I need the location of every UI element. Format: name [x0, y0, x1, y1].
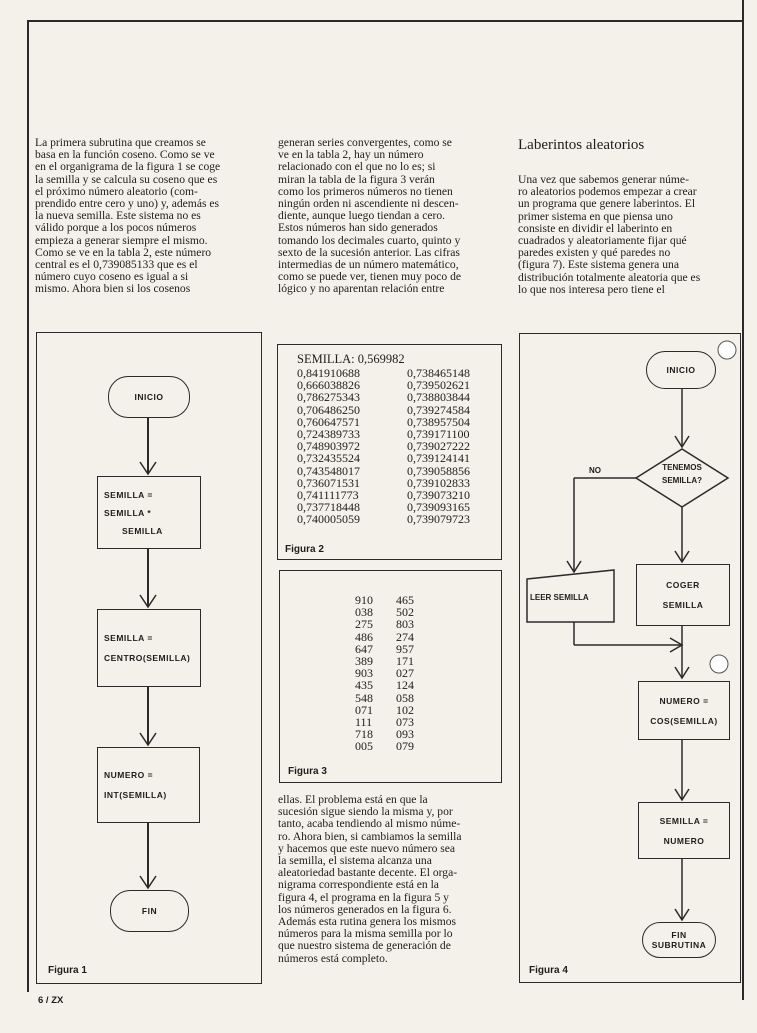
text-line: paredes existen y qué paredes no	[518, 246, 671, 260]
figure4-process-box	[638, 681, 730, 740]
table-cell: 093	[396, 727, 414, 742]
figure1-caption: Figura 1	[48, 965, 87, 976]
text-line: empieza a generar siempre el mismo.	[35, 233, 208, 247]
text-line: número cuyo coseno es igual a si	[35, 270, 189, 284]
process-line: SEMILLA =	[104, 633, 153, 643]
table-cell: 102	[396, 702, 414, 717]
table-cell: 0,841910688	[297, 366, 360, 380]
text-line: Una vez que sabemos generar núme-	[518, 173, 689, 186]
table-cell: 389	[355, 654, 373, 669]
table-cell: 548	[355, 690, 373, 705]
text-line: sexto de la sucesión anterior. Las cifras	[278, 245, 460, 259]
table-cell: 111	[355, 715, 373, 730]
process-line: NUMERO	[663, 835, 705, 846]
process-line: COS(SEMILLA)	[650, 715, 718, 726]
text-line: ve en la tabla 2, hay un número	[278, 148, 424, 162]
text-line: lo que nos interesa pero tiene el	[518, 282, 665, 296]
table-cell: 465	[396, 593, 414, 607]
terminal-label: FIN	[141, 906, 158, 916]
text-line: Además esta rutina genera los mismos	[278, 915, 457, 929]
process-line: NUMERO =	[659, 695, 709, 706]
table-cell: 0,748903972	[297, 439, 360, 454]
text-line: válido porque a los pocos números	[35, 221, 197, 235]
table-cell: 071	[355, 702, 373, 717]
decision-line: TENEMOS	[662, 463, 702, 472]
terminal-label: INICIO	[666, 365, 696, 375]
table-cell: 0,706486250	[297, 402, 360, 417]
process-line: COGER	[666, 580, 700, 590]
table-cell: 486	[355, 629, 373, 644]
page-number: 6 / ZX	[38, 995, 64, 1006]
text-line: el próximo número aleatorio (com-	[35, 184, 198, 198]
text-line: en el organigrama de la figura 1 se coge	[35, 160, 221, 174]
table-cell: 275	[355, 617, 373, 632]
figure4-process-box	[638, 802, 730, 859]
table-cell: 005	[355, 739, 373, 754]
table-cell: 0,738465148	[407, 366, 470, 380]
figure4-no-label: NO	[589, 466, 601, 475]
table-cell: 0,739058856	[407, 463, 470, 478]
table-cell: 0,739027222	[407, 439, 470, 454]
decision-line: SEMILLA?	[662, 476, 702, 485]
text-line: intermedias de un número matemático,	[278, 258, 459, 272]
process-line: SEMILLA =	[104, 489, 153, 500]
figure4-caption: Figura 4	[529, 965, 568, 976]
table-cell: 803	[396, 617, 414, 632]
table-cell: 957	[396, 641, 414, 656]
figure4-end-terminal	[642, 922, 716, 958]
text-line: como se puede ver, tienen muy poco de	[278, 270, 462, 284]
process-line: SEMILLA	[662, 600, 704, 610]
text-line: un programa que genere laberintos. El	[518, 197, 696, 211]
process-line: SEMILLA =	[659, 815, 709, 826]
table-cell: 0,741111773	[297, 488, 359, 503]
text-line: ro aleatorios podemos empezar a crear	[518, 185, 697, 199]
table-cell: 0,737718448	[297, 500, 360, 515]
text-line: diente, aunque luego tiendan a cero.	[278, 209, 446, 223]
text-line: números está completo.	[278, 951, 388, 965]
table-cell: 0,666038826	[297, 378, 360, 393]
text-line: central es el 0,739085133 que es el	[35, 258, 198, 272]
text-line: ningún orden ni ascendiente ni descen-	[278, 197, 459, 211]
table-cell: 0,739073210	[407, 488, 470, 503]
table-cell: 0,740005059	[297, 512, 360, 527]
table-cell: 058	[396, 690, 414, 705]
terminal-label: INICIO	[134, 392, 164, 402]
text-line: (figura 7). Este sistema genera una	[518, 258, 679, 272]
table-cell: 0,739274584	[407, 402, 470, 417]
table-cell: 0,738803844	[407, 390, 470, 405]
figure2-header: SEMILLA: 0,569982	[297, 352, 405, 366]
table-cell: 647	[355, 641, 373, 656]
text-line: consiste en dividir el laberinto en	[518, 221, 673, 235]
table-cell: 0,724389733	[297, 427, 360, 442]
text-line: mismo. Ahora bien si los cosenos	[35, 282, 191, 296]
process-line: INT(SEMILLA)	[104, 790, 167, 800]
text-line: que nuestro sistema de generación de	[278, 939, 451, 953]
table-cell: 274	[396, 629, 414, 644]
table-cell: 0,736071531	[297, 475, 360, 490]
process-line: SEMILLA	[122, 525, 163, 536]
table-cell: 038	[355, 605, 373, 620]
process-line: CENTRO(SEMILLA)	[104, 653, 191, 663]
text-line: lógico y no aparentan relación entre	[278, 282, 445, 296]
table-cell: 073	[396, 715, 414, 730]
table-cell: 0,732435524	[297, 451, 360, 466]
text-line: cuadrados y aleatoriamente fijar qué	[518, 234, 687, 248]
text-line: prendido entre cero y uno) y, además es	[35, 197, 220, 211]
text-line: como los primeros números no tienen	[278, 184, 453, 198]
table-cell: 0,739171100	[407, 427, 470, 442]
process-line: NUMERO =	[104, 770, 154, 780]
text-line: generan series convergentes, como se	[278, 136, 452, 149]
text-line: ro. Ahora bien, si cambiamos la semilla	[278, 829, 462, 843]
terminal-label: SUBRUTINA	[651, 940, 707, 950]
text-line: ellas. El problema está en que la	[278, 793, 428, 806]
table-cell: 079	[396, 739, 414, 754]
table-cell: 903	[355, 666, 373, 681]
figure4-process-box	[636, 564, 730, 626]
text-line: basa en la función coseno. Como se ve	[35, 148, 215, 162]
figure2-caption: Figura 2	[285, 544, 324, 555]
table-cell: 0,738957504	[407, 414, 470, 429]
table-cell: 435	[355, 678, 373, 693]
text-line: Como se ve en la tabla 2, este número	[35, 245, 212, 259]
figure4-decision-label	[648, 461, 716, 487]
table-cell: 0,739079723	[407, 512, 470, 527]
text-line: miran la tabla de la figura 3 verán	[278, 172, 435, 186]
table-cell: 718	[355, 727, 373, 742]
table-cell: 0,760647571	[297, 414, 360, 429]
table-cell: 0,743548017	[297, 463, 360, 478]
table-cell: 0,739093165	[407, 500, 470, 515]
text-line: primer sistema en que piensa uno	[518, 209, 673, 223]
text-line: nigrama correspondiente está en la	[278, 878, 439, 892]
figure4-input-label: LEER SEMILLA	[530, 593, 589, 602]
text-line: aleatoriedad bastante decente. El orga-	[278, 866, 458, 880]
figure4-start-terminal	[646, 351, 716, 389]
table-cell: 027	[396, 666, 414, 681]
table-cell: 502	[396, 605, 414, 620]
terminal-label: FIN	[671, 930, 687, 940]
text-line: relacionado con el que no lo es; si	[278, 160, 436, 174]
text-line: la semilla, el sistema alcanza una	[278, 854, 432, 868]
table-cell: 910	[355, 593, 373, 607]
text-line: figura 4, el programa en la figura 5 y	[278, 890, 449, 904]
text-line: la semilla y se calcula su coseno que es	[35, 172, 218, 186]
text-line: números para la misma semilla por lo	[278, 927, 453, 941]
table-cell: 0,739124141	[407, 451, 470, 466]
text-line: y hacemos que este nuevo número sea	[278, 841, 456, 855]
table-cell: 0,739502621	[407, 378, 470, 393]
text-line: tomando los decimales cuarto, quinto y	[278, 233, 461, 247]
text-line: tanto, acaba tendiendo al mismo núme-	[278, 817, 461, 831]
text-line: sucesión sigue siendo la misma y, por	[278, 805, 453, 819]
table-cell: 0,786275343	[297, 390, 360, 405]
text-line: la nueva semilla. Este sistema no es	[35, 209, 201, 223]
section-heading: Laberintos aleatorios	[518, 137, 645, 153]
text-line: La primera subrutina que creamos se	[35, 136, 206, 149]
text-line: Estos números han sido generados	[278, 221, 438, 235]
text-line: los números generados en la figura 6.	[278, 902, 452, 916]
text-line: distribución totalmente aleatoria que es	[518, 270, 701, 284]
table-cell: 171	[396, 654, 414, 669]
table-cell: 124	[396, 678, 414, 693]
process-line: SEMILLA *	[104, 507, 152, 518]
figure3-caption: Figura 3	[288, 766, 327, 777]
table-cell: 0,739102833	[407, 475, 470, 490]
